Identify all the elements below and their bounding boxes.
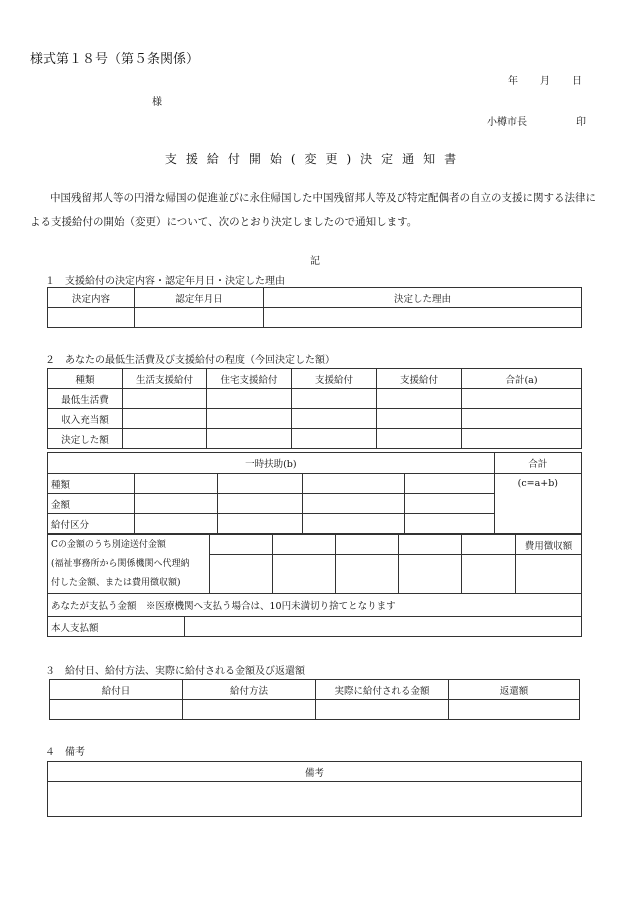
date-day-label: 日 bbox=[572, 76, 582, 87]
table-header: 決定内容 bbox=[48, 288, 135, 308]
amount-cell[interactable] bbox=[217, 474, 302, 494]
table-row bbox=[48, 474, 582, 494]
amount-cell[interactable] bbox=[273, 555, 336, 594]
actual-amount-cell[interactable] bbox=[316, 700, 449, 720]
table-header: 種類 bbox=[48, 369, 123, 389]
date-year-label: 年 bbox=[508, 76, 518, 87]
amount-cell[interactable] bbox=[462, 535, 516, 555]
amount-cell[interactable] bbox=[207, 429, 292, 449]
amount-cell[interactable] bbox=[405, 494, 494, 514]
seal-label: 印 bbox=[576, 117, 586, 128]
table-header: 給付日 bbox=[50, 680, 183, 700]
amount-cell[interactable] bbox=[135, 514, 217, 534]
total-cell bbox=[494, 514, 581, 534]
amount-cell[interactable] bbox=[377, 409, 462, 429]
amount-cell[interactable] bbox=[135, 474, 217, 494]
amount-cell[interactable] bbox=[302, 494, 404, 514]
separate-amount-label-line2: (福祉事務所から関係機関へ代理納 bbox=[51, 558, 190, 569]
date-line bbox=[508, 72, 582, 87]
table-header: 認定年月日 bbox=[135, 288, 264, 308]
self-pay-label: 本人支払額 bbox=[48, 617, 185, 637]
section3-heading: ３ 給付日、給付方法、実際に給付される金額及び返還額 bbox=[45, 666, 305, 677]
table-row bbox=[48, 514, 582, 534]
reason-cell[interactable] bbox=[264, 308, 582, 328]
amount-cell[interactable] bbox=[399, 555, 462, 594]
total-header: 合計 bbox=[494, 453, 581, 474]
section4-heading: ４ 備考 bbox=[45, 747, 85, 758]
amount-cell[interactable] bbox=[405, 514, 494, 534]
remarks-header: 備考 bbox=[48, 762, 582, 782]
amount-cell[interactable] bbox=[399, 535, 462, 555]
amount-cell[interactable] bbox=[123, 409, 207, 429]
table-header: 給付方法 bbox=[183, 680, 316, 700]
body-text: 中国残留邦人等の円滑な帰国の促進並びに永住帰国した中国残留邦人等及び特定配偶者の自立の支援に関する法律による支援給付の開始（変更）について、次のとおり決定しましたので通知します。 bbox=[30, 192, 596, 228]
separate-amount-label bbox=[48, 535, 210, 594]
row-label: 決定した額 bbox=[48, 429, 123, 449]
row-label: 最低生活費 bbox=[48, 389, 123, 409]
amount-cell[interactable] bbox=[135, 494, 217, 514]
payment-date-cell[interactable] bbox=[50, 700, 183, 720]
amount-cell[interactable] bbox=[462, 409, 582, 429]
amount-cell[interactable] bbox=[217, 494, 302, 514]
section3-table bbox=[49, 679, 580, 720]
section4-table bbox=[47, 761, 582, 817]
payment-note: あなたが支払う金額 ※医療機関へ支払う場合は、10円未満切り捨てとなります bbox=[48, 594, 582, 617]
amount-cell[interactable] bbox=[123, 429, 207, 449]
approval-date-cell[interactable] bbox=[135, 308, 264, 328]
table-header: 決定した理由 bbox=[264, 288, 582, 308]
fee-amount-cell[interactable] bbox=[516, 555, 582, 594]
table-header: 支援給付 bbox=[292, 369, 377, 389]
section2-heading: ２ あなたの最低生活費及び支援給付の程度（今回決定した額） bbox=[45, 355, 335, 366]
section1-heading: １ 支援給付の決定内容・認定年月日・決定した理由 bbox=[45, 276, 285, 287]
table-row bbox=[48, 494, 582, 514]
total-cell[interactable] bbox=[494, 494, 581, 514]
amount-cell[interactable] bbox=[273, 535, 336, 555]
form-number: 様式第１８号（第５条関係） bbox=[30, 52, 200, 67]
decision-content-cell[interactable] bbox=[48, 308, 135, 328]
amount-cell[interactable] bbox=[292, 429, 377, 449]
amount-cell[interactable] bbox=[302, 514, 404, 534]
payment-method-cell[interactable] bbox=[183, 700, 316, 720]
document-title: 支援給付開始(変更)決定通知書 bbox=[164, 152, 466, 166]
section1-table bbox=[47, 287, 582, 328]
total-formula: (c=a+b) bbox=[494, 474, 581, 494]
table-row bbox=[48, 429, 582, 449]
amount-cell[interactable] bbox=[292, 389, 377, 409]
amount-cell[interactable] bbox=[210, 555, 273, 594]
table-header: 生活支援給付 bbox=[123, 369, 207, 389]
temporary-aid-header: 一時扶助(b) bbox=[48, 453, 495, 474]
issuer: 小樽市長 bbox=[487, 117, 527, 128]
refund-amount-cell[interactable] bbox=[449, 700, 580, 720]
table-header: 返還額 bbox=[449, 680, 580, 700]
table-header: 住宅支援給付 bbox=[207, 369, 292, 389]
fee-label: 費用徴収額 bbox=[516, 535, 582, 555]
table-header: 実際に給付される金額 bbox=[316, 680, 449, 700]
section2-table-separate bbox=[47, 534, 582, 594]
date-month-label: 月 bbox=[540, 76, 550, 87]
section2-table-main bbox=[47, 368, 582, 449]
section2-table-temporary bbox=[47, 452, 582, 534]
amount-cell[interactable] bbox=[336, 555, 399, 594]
row-label: 給付区分 bbox=[48, 514, 135, 534]
amount-cell[interactable] bbox=[302, 474, 404, 494]
table-row bbox=[48, 409, 582, 429]
amount-cell[interactable] bbox=[462, 429, 582, 449]
amount-cell[interactable] bbox=[377, 389, 462, 409]
amount-cell[interactable] bbox=[292, 409, 377, 429]
section2-table-payment bbox=[47, 593, 582, 637]
row-label: 収入充当額 bbox=[48, 409, 123, 429]
amount-cell[interactable] bbox=[210, 535, 273, 555]
row-label: 金額 bbox=[48, 494, 135, 514]
table-header: 支援給付 bbox=[377, 369, 462, 389]
ki-label: 記 bbox=[310, 256, 320, 267]
amount-cell[interactable] bbox=[123, 389, 207, 409]
amount-cell[interactable] bbox=[207, 389, 292, 409]
amount-cell[interactable] bbox=[462, 555, 516, 594]
remarks-cell[interactable] bbox=[48, 782, 582, 817]
recipient-suffix: 様 bbox=[152, 97, 162, 108]
separate-amount-label-line1: Cの金額のうち別途送付金額 bbox=[51, 539, 166, 550]
row-label: 種類 bbox=[48, 474, 135, 494]
amount-cell[interactable] bbox=[462, 389, 582, 409]
table-row bbox=[48, 389, 582, 409]
separate-amount-label-line3: 付した金額、または費用徴収額) bbox=[51, 577, 181, 588]
self-pay-amount-cell[interactable] bbox=[185, 617, 582, 637]
amount-cell[interactable] bbox=[217, 514, 302, 534]
amount-cell[interactable] bbox=[405, 474, 494, 494]
table-header: 合計(a) bbox=[462, 369, 582, 389]
amount-cell[interactable] bbox=[377, 429, 462, 449]
amount-cell[interactable] bbox=[336, 535, 399, 555]
amount-cell[interactable] bbox=[207, 409, 292, 429]
